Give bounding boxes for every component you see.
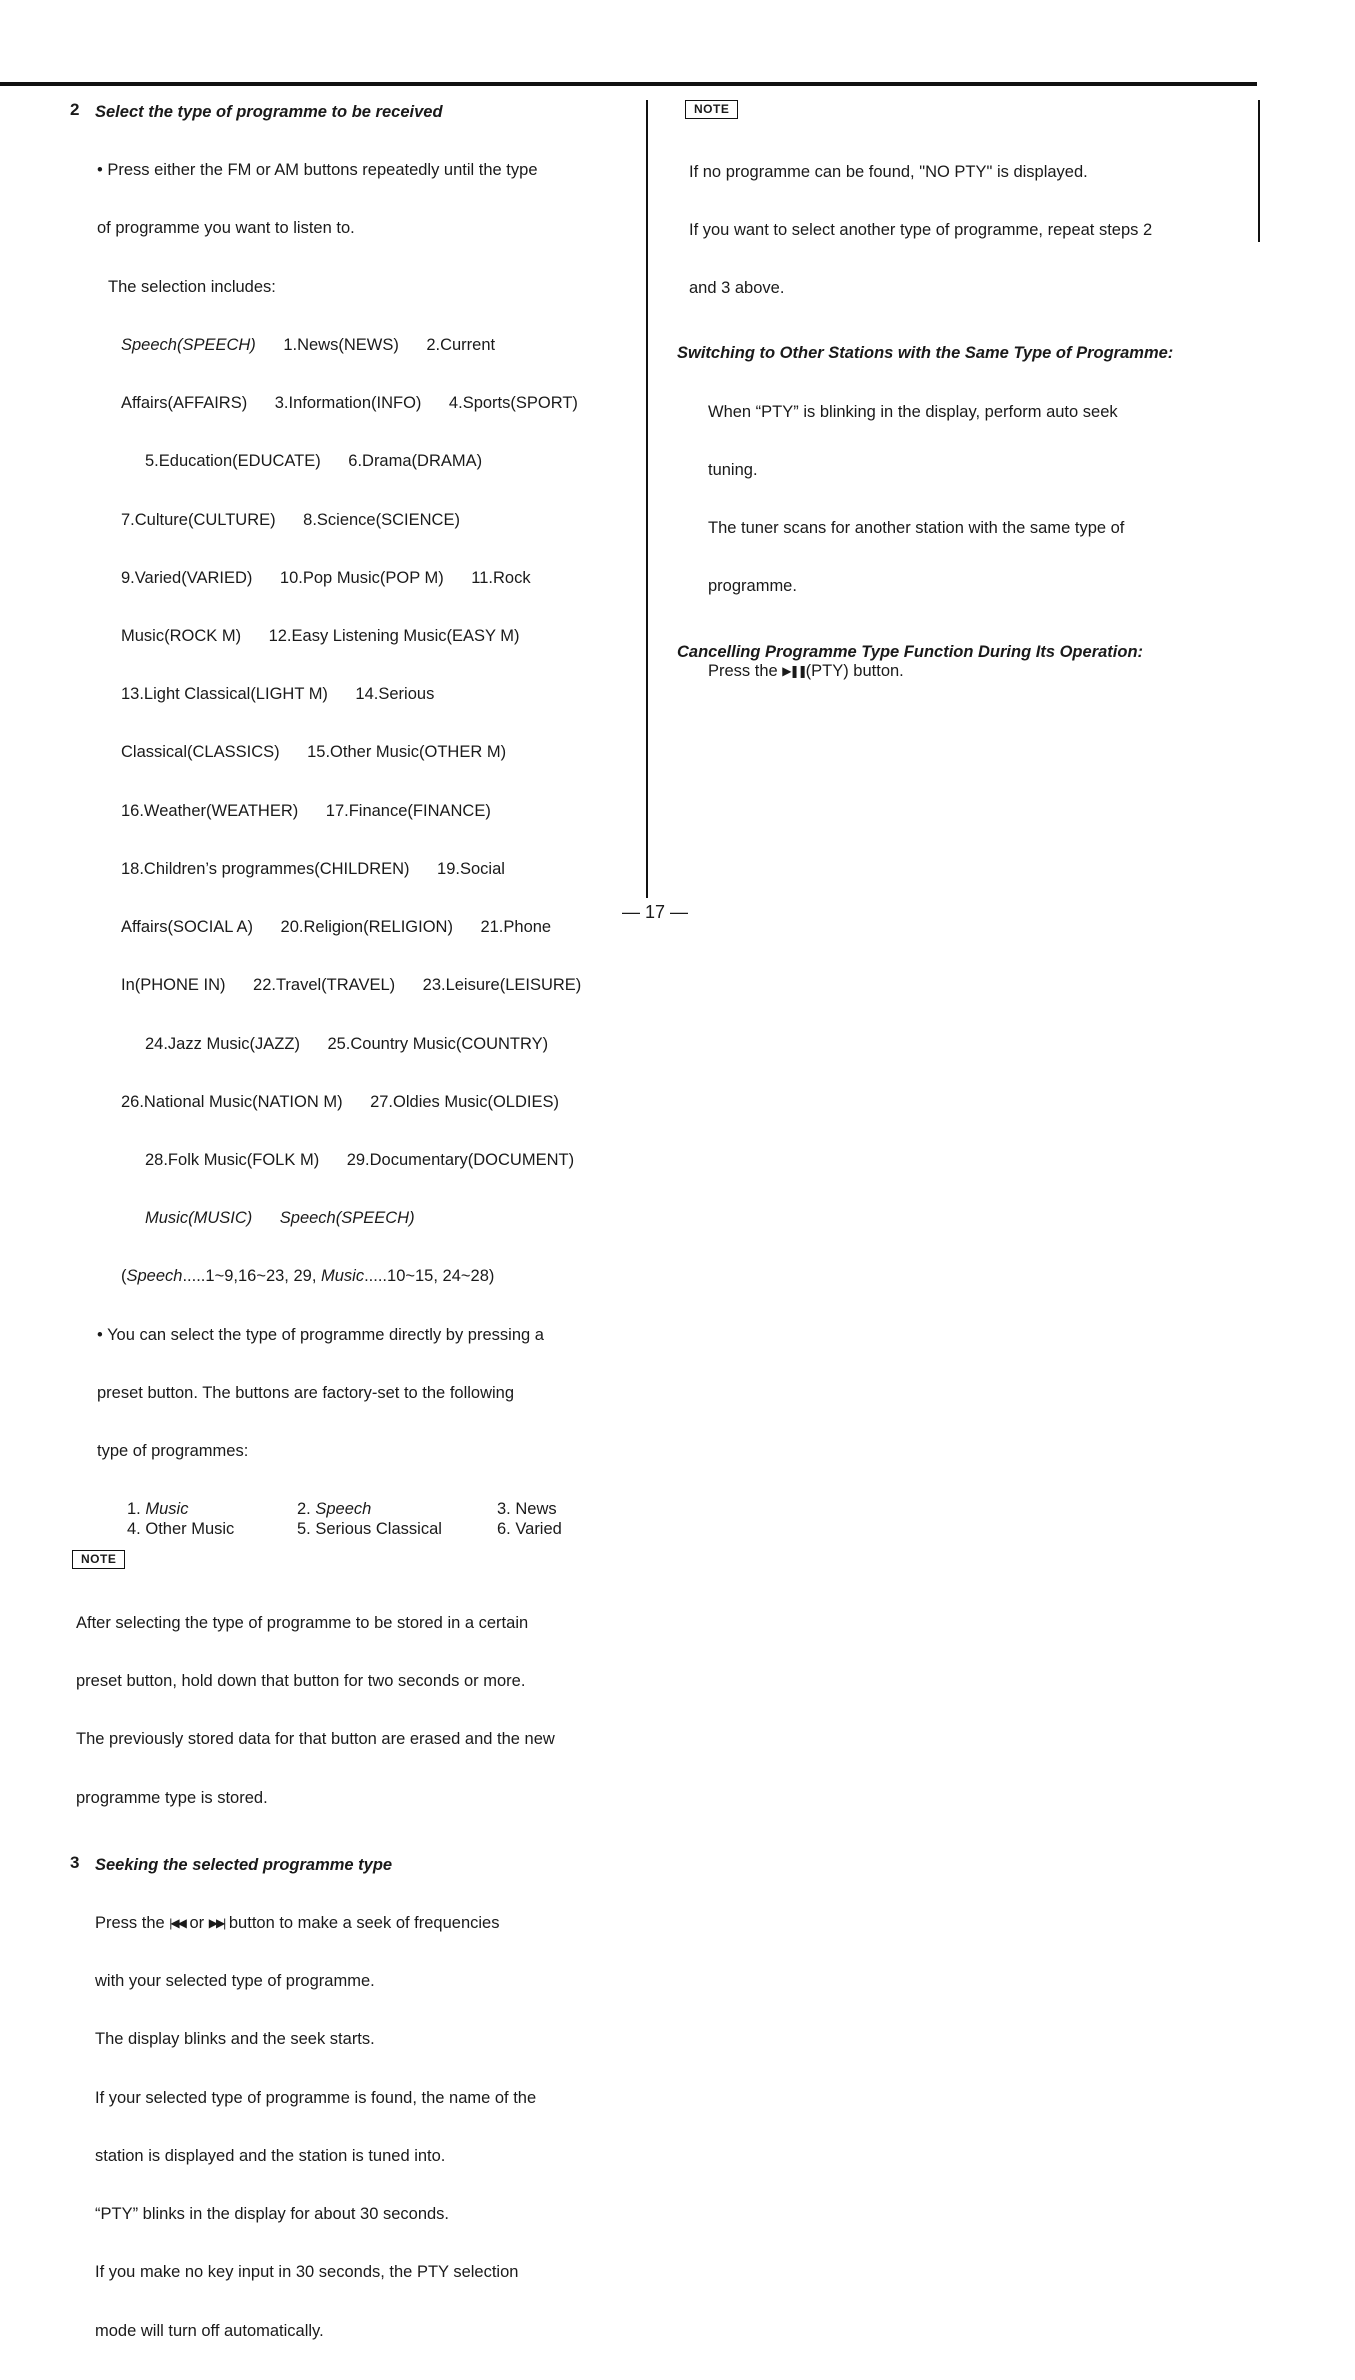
selection-line: 5.Education(EDUCATE) 6.Drama(DRAMA) xyxy=(145,452,483,471)
range-music: Music xyxy=(321,1267,365,1286)
skip-back-icon: |◀◀ xyxy=(169,1915,185,1930)
selection-line xyxy=(121,336,640,355)
step2-header xyxy=(70,100,640,122)
selection-line: Affairs(AFFAIRS) 3.Information(INFO) 4.Sports(SPORT) xyxy=(121,394,578,413)
note1-text: After selecting the type of programme to be stored in a certain preset button, hold down that button for two seconds or more. The previously stored data for that button are erased and the new programme type is stored. xyxy=(76,1613,555,1807)
switching-body: When “PTY” is blinking in the display, perform auto seek tuning. The tuner scans for another station with the same type of programme. xyxy=(708,402,1125,596)
range-speech-vals: .....1~9,16~23, 29, xyxy=(182,1267,321,1286)
note1-badge-wrap xyxy=(72,1549,640,1569)
preset-item: 4. Other Music xyxy=(127,1519,235,1538)
selection-line: Music(ROCK M) 12.Easy Listening Music(EASY M) xyxy=(121,626,520,645)
skip-forward-icon: ▶▶| xyxy=(208,1915,225,1930)
bullet2-line: preset button. The buttons are factory-set to the following xyxy=(97,1383,515,1402)
selection-line: 24.Jazz Music(JAZZ) 25.Country Music(COUNTRY) xyxy=(145,1034,549,1053)
preset-item: 2. Speech xyxy=(297,1500,372,1519)
selection-includes: The selection includes: xyxy=(108,277,276,296)
bullet2-line: type of programmes: xyxy=(97,1442,249,1461)
cancelling-heading: Cancelling Programme Type Function During Its Operation: xyxy=(677,642,1144,661)
note2-text: If no programme can be found, "NO PTY" is displayed. If you want to select another type of programme, repeat steps 2 and 3 above. xyxy=(689,162,1153,298)
step2-number: 2 xyxy=(70,100,80,119)
step3-line: Press the |◀◀ or ▶▶| button to make a seek of frequencies xyxy=(95,1913,500,1932)
range-music-vals: .....10~15, 24~28) xyxy=(364,1267,495,1286)
selection-line: Classical(CLASSICS) 15.Other Music(OTHER M) xyxy=(121,743,507,762)
preset-item: 1. Music xyxy=(127,1500,189,1519)
preset-item: 5. Serious Classical xyxy=(297,1519,442,1538)
note-badge: NOTE xyxy=(72,1550,125,1569)
bullet1-line: • Press either the FM or AM buttons repeatedly until the type xyxy=(97,161,538,180)
range-speech: Speech xyxy=(126,1267,183,1286)
step2-bullet1 xyxy=(97,122,640,277)
selection-line: 16.Weather(WEATHER) 17.Finance(FINANCE) xyxy=(121,801,491,820)
selection-line-rest: 1.News(NEWS) 2.Current xyxy=(255,335,496,354)
bullet1-line: of programme you want to listen to. xyxy=(97,219,355,238)
note-badge: NOTE xyxy=(685,100,738,119)
bullet2-line: • You can select the type of programme directly by pressing a xyxy=(97,1325,544,1344)
step3-title: Seeking the selected programme type xyxy=(95,1855,393,1874)
selection-line: 18.Children’s programmes(CHILDREN) 19.Social xyxy=(121,859,505,878)
step2-bullet2 xyxy=(97,1287,640,1500)
page-number: — 17 — xyxy=(622,902,689,922)
preset-item: 3. News xyxy=(497,1500,557,1519)
preset-grid xyxy=(127,1500,640,1539)
step3-body: Press the |◀◀ or ▶▶| button to make a seek of frequencies with your selected type of programme. The display blinks and the seek starts. If your selected type of programme is found, the name of the station is displayed and the station is tuned into. “PTY” blinks in the display for about 30 seconds. If you make no key input in 30 seconds, the PTY selection mode will turn off automatically. xyxy=(95,1875,640,2380)
music-label: Music(MUSIC) xyxy=(145,1209,253,1228)
selection-list xyxy=(121,297,640,1267)
speech-label: Speech(SPEECH) xyxy=(121,335,256,354)
speech-label: Speech(SPEECH) xyxy=(279,1209,415,1228)
selection-line: 28.Folk Music(FOLK M) 29.Documentary(DOCUMENT) xyxy=(145,1150,575,1169)
range-line: (Speech.....1~9,16~23, 29, Music.....10~15, 24~28) xyxy=(121,1267,495,1286)
preset-item: 6. Varied xyxy=(497,1519,562,1538)
selection-line: 7.Culture(CULTURE) 8.Science(SCIENCE) xyxy=(121,510,460,529)
music-speech-line xyxy=(145,1209,640,1228)
switching-heading: Switching to Other Stations with the Same Type of Programme: xyxy=(677,344,1174,363)
note2-badge-wrap xyxy=(685,99,1247,119)
selection-line: 9.Varied(VARIED) 10.Pop Music(POP M) 11.Rock xyxy=(121,568,531,587)
play-pause-icon: ▶❚❚ xyxy=(782,663,806,678)
selection-line: In(PHONE IN) 22.Travel(TRAVEL) 23.Leisure(LEISURE) xyxy=(121,976,582,995)
right-column xyxy=(677,99,1247,681)
step3-number: 3 xyxy=(70,1852,80,1872)
step3-header xyxy=(70,1852,640,1875)
left-column xyxy=(70,100,640,2380)
step2-title: Select the type of programme to be received xyxy=(95,103,443,121)
column-divider xyxy=(646,100,648,898)
cancelling-body: Press the ▶❚❚(PTY) button. xyxy=(708,661,904,680)
selection-line: 26.National Music(NATION M) 27.Oldies Music(OLDIES) xyxy=(121,1092,559,1111)
selection-line: Affairs(SOCIAL A) 20.Religion(RELIGION) 21.Phone xyxy=(121,918,552,937)
right-edge-rule xyxy=(1258,100,1260,242)
top-rule xyxy=(0,82,1257,86)
selection-line: 13.Light Classical(LIGHT M) 14.Serious xyxy=(121,685,435,704)
